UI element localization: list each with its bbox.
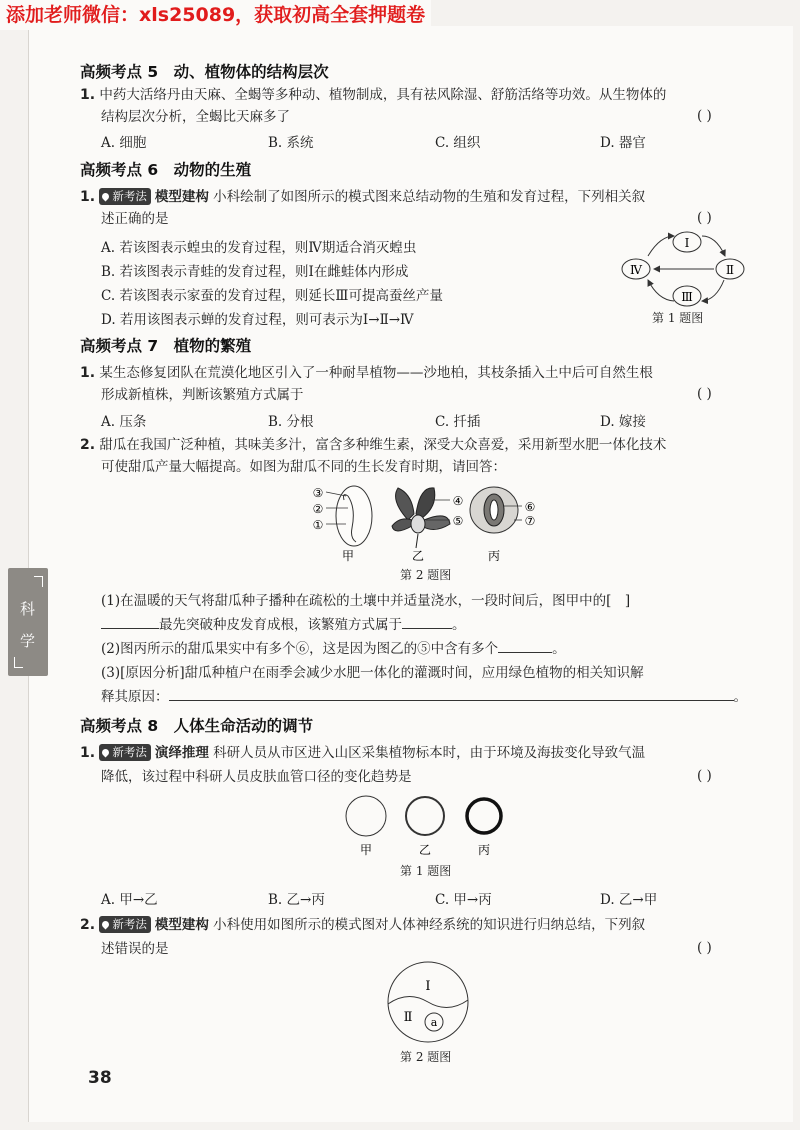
nervous-system-diagram (384, 960, 472, 1044)
stage-label: Ⅳ (630, 263, 642, 277)
question-text: 可使甜瓜产量大幅提高。如图为甜瓜不同的生长发育时期，请回答： (101, 459, 506, 475)
question-number: 2. (80, 437, 96, 453)
stage-label: Ⅱ (725, 263, 735, 277)
question-line (80, 914, 645, 936)
flower-drawing (392, 488, 450, 548)
region-label: Ⅱ (403, 1010, 413, 1025)
sub-question: 释其原因： 。 (101, 689, 747, 705)
answer-bracket: ( ) (697, 108, 712, 124)
badge-label: 新考法 (112, 917, 147, 931)
answer-bracket: ( ) (697, 768, 712, 784)
question-number: 1. (80, 365, 96, 381)
answer-blank[interactable] (101, 628, 159, 629)
question-number: 1. (80, 87, 96, 103)
option: D. 器官 (600, 135, 646, 151)
question-text: 科研人员从市区进入山区采集植物标本时，由于环境及海拔变化导致气温 (213, 745, 646, 761)
figure-mark: ③ (312, 486, 324, 500)
question-number: 1. (80, 189, 96, 205)
sub-question-text: 最先突破种皮发育成根，该繁殖方式属于 (159, 617, 402, 633)
question-text: 降低，该过程中科研人员皮肤血管口径的变化趋势是 (101, 769, 412, 785)
vessel-circle (467, 799, 501, 833)
question-line (80, 84, 666, 106)
option: A. 甲→乙 (101, 892, 158, 908)
region-label: a (430, 1016, 438, 1029)
answer-bracket: ( ) (697, 940, 712, 956)
sub-question: 最先突破种皮发育成根，该繁殖方式属于 。 (101, 614, 466, 636)
cycle-arrow (648, 236, 674, 256)
vessel-diameter-figure (340, 792, 510, 858)
pin-icon (101, 748, 111, 758)
bracket-decoration (14, 657, 23, 668)
vessel-circle (406, 797, 444, 835)
sub-question: (3)[原因分析]甜瓜种植户在雨季会减少水肥一体化的灌溉时间，应用绿色植物的相关知识解 (101, 665, 644, 681)
question-text: 形成新植株，判断该繁殖方式属于 (101, 387, 304, 403)
section-title: 高频考点 6 动物的生殖 (80, 161, 252, 179)
option: B. 若该图表示青蛙的发育过程，则Ⅰ在雌蛙体内形成 (101, 264, 409, 280)
figure-label: 甲 (341, 549, 355, 563)
option: D. 若用该图表示蝉的发育过程，则可表示为Ⅰ→Ⅱ→Ⅳ (101, 312, 414, 328)
figure-label: 丙 (487, 549, 501, 563)
figure-caption: 第 2 题图 (400, 1050, 452, 1064)
option: D. 嫁接 (600, 414, 646, 430)
figure-mark: ⑤ (452, 514, 464, 528)
cycle-arrow (702, 236, 725, 256)
question-line (80, 742, 645, 764)
section-title: 高频考点 8 人体生命活动的调节 (80, 717, 314, 735)
subject-side-tab (8, 568, 48, 676)
new-method-badge (99, 916, 151, 933)
figure-label: 丙 (477, 843, 491, 857)
badge-label: 新考法 (112, 745, 147, 759)
side-tab-char: 学 (20, 632, 36, 650)
new-method-badge (99, 188, 151, 205)
sub-question-text: (2)图丙所示的甜瓜果实中有多个⑥，这是因为图乙的⑤中含有多个 (101, 641, 499, 657)
pin-icon (101, 192, 111, 202)
question-text: 述错误的是 (101, 941, 169, 957)
figure-mark: ⑦ (524, 514, 536, 528)
question-line (80, 362, 653, 384)
figure-mark: ② (312, 502, 324, 516)
figure-caption: 第 2 题图 (400, 568, 452, 582)
option: A. 若该图表示蝗虫的发育过程，则Ⅳ期适合消灭蝗虫 (101, 240, 417, 256)
new-method-badge (99, 744, 151, 761)
question-text: 小科绘制了如图所示的模式图来总结动物的生殖和发育过程，下列相关叙 (213, 189, 646, 205)
bracket-decoration (34, 576, 43, 587)
question-number: 2. (80, 917, 96, 933)
promo-banner: 添加老师微信：xls25089，获取初高全套押题卷 (0, 0, 431, 30)
option: B. 分根 (268, 414, 314, 430)
question-number: 1. (80, 745, 96, 761)
vessel-circle (346, 796, 386, 836)
option: A. 细胞 (101, 135, 147, 151)
option: C. 扦插 (435, 414, 481, 430)
figure-mark: ⑥ (524, 500, 536, 514)
cycle-arrow (648, 280, 674, 301)
answer-blank[interactable] (169, 700, 734, 701)
figure-caption: 第 1 题图 (652, 311, 704, 325)
question-text: 中药大活络丹由天麻、全蝎等多种动、植物制成，具有祛风除湿、舒筋活络等功效。从生物体的 (99, 87, 667, 103)
figure-mark: ④ (452, 494, 464, 508)
figure-label: 乙 (418, 843, 432, 857)
question-text: 小科使用如图所示的模式图对人体神经系统的知识进行归纳总结，下列叙 (213, 917, 646, 933)
cycle-arrow (702, 280, 724, 301)
option: D. 乙→甲 (600, 892, 658, 908)
option: B. 系统 (268, 135, 314, 151)
question-tag: 演绎推理 (154, 745, 209, 761)
figure-label: 甲 (359, 843, 373, 857)
stage-label: Ⅲ (681, 290, 693, 304)
page-number: 38 (88, 1068, 112, 1088)
sub-question: (1)在温暖的天气将甜瓜种子播种在疏松的土壤中并适量浇水，一段时间后，图甲中的[ ] (101, 593, 631, 609)
question-tag: 模型建构 (154, 917, 209, 933)
option: A. 压条 (101, 414, 147, 430)
question-tag: 模型建构 (154, 189, 209, 205)
life-cycle-diagram (612, 228, 762, 312)
option: C. 若该图表示家蚕的发育过程，则延长Ⅲ可提高蚕丝产量 (101, 288, 443, 304)
question-text: 甜瓜在我国广泛种植，其味美多汁，富含多种维生素，深受大众喜爱，采用新型水肥一体化技术 (99, 437, 667, 453)
option: C. 组织 (435, 135, 481, 151)
option: B. 乙→丙 (268, 892, 325, 908)
section-title: 高频考点 7 植物的繁殖 (80, 337, 252, 355)
sub-question: (2)图丙所示的甜瓜果实中有多个⑥，这是因为图乙的⑤中含有多个 。 (101, 641, 566, 657)
figure-label: 乙 (411, 549, 425, 563)
pin-icon (101, 920, 111, 930)
divider-curve (388, 996, 468, 1007)
answer-bracket: ( ) (697, 386, 712, 402)
figure-caption: 第 1 题图 (400, 864, 452, 878)
badge-label: 新考法 (112, 189, 147, 203)
question-text: 某生态修复团队在荒漠化地区引入了一种耐旱植物——沙地柏，其枝条插入土中后可自然生根 (99, 365, 653, 381)
sub-question-text: 释其原因： (101, 689, 169, 705)
melon-growth-figure (308, 480, 548, 564)
answer-blank[interactable] (402, 628, 452, 629)
answer-blank[interactable] (498, 652, 552, 653)
question-line (80, 434, 666, 456)
question-line (80, 186, 645, 208)
section-title: 高频考点 5 动、植物体的结构层次 (80, 63, 329, 81)
question-text: 结构层次分析，全蝎比天麻多了 (101, 109, 290, 125)
question-text: 述正确的是 (101, 211, 169, 227)
option: C. 甲→丙 (435, 892, 492, 908)
region-label: Ⅰ (425, 979, 431, 994)
answer-bracket: ( ) (697, 210, 712, 226)
stage-label: Ⅰ (684, 236, 690, 250)
side-tab-char: 科 (20, 600, 36, 618)
figure-mark: ① (312, 518, 324, 532)
